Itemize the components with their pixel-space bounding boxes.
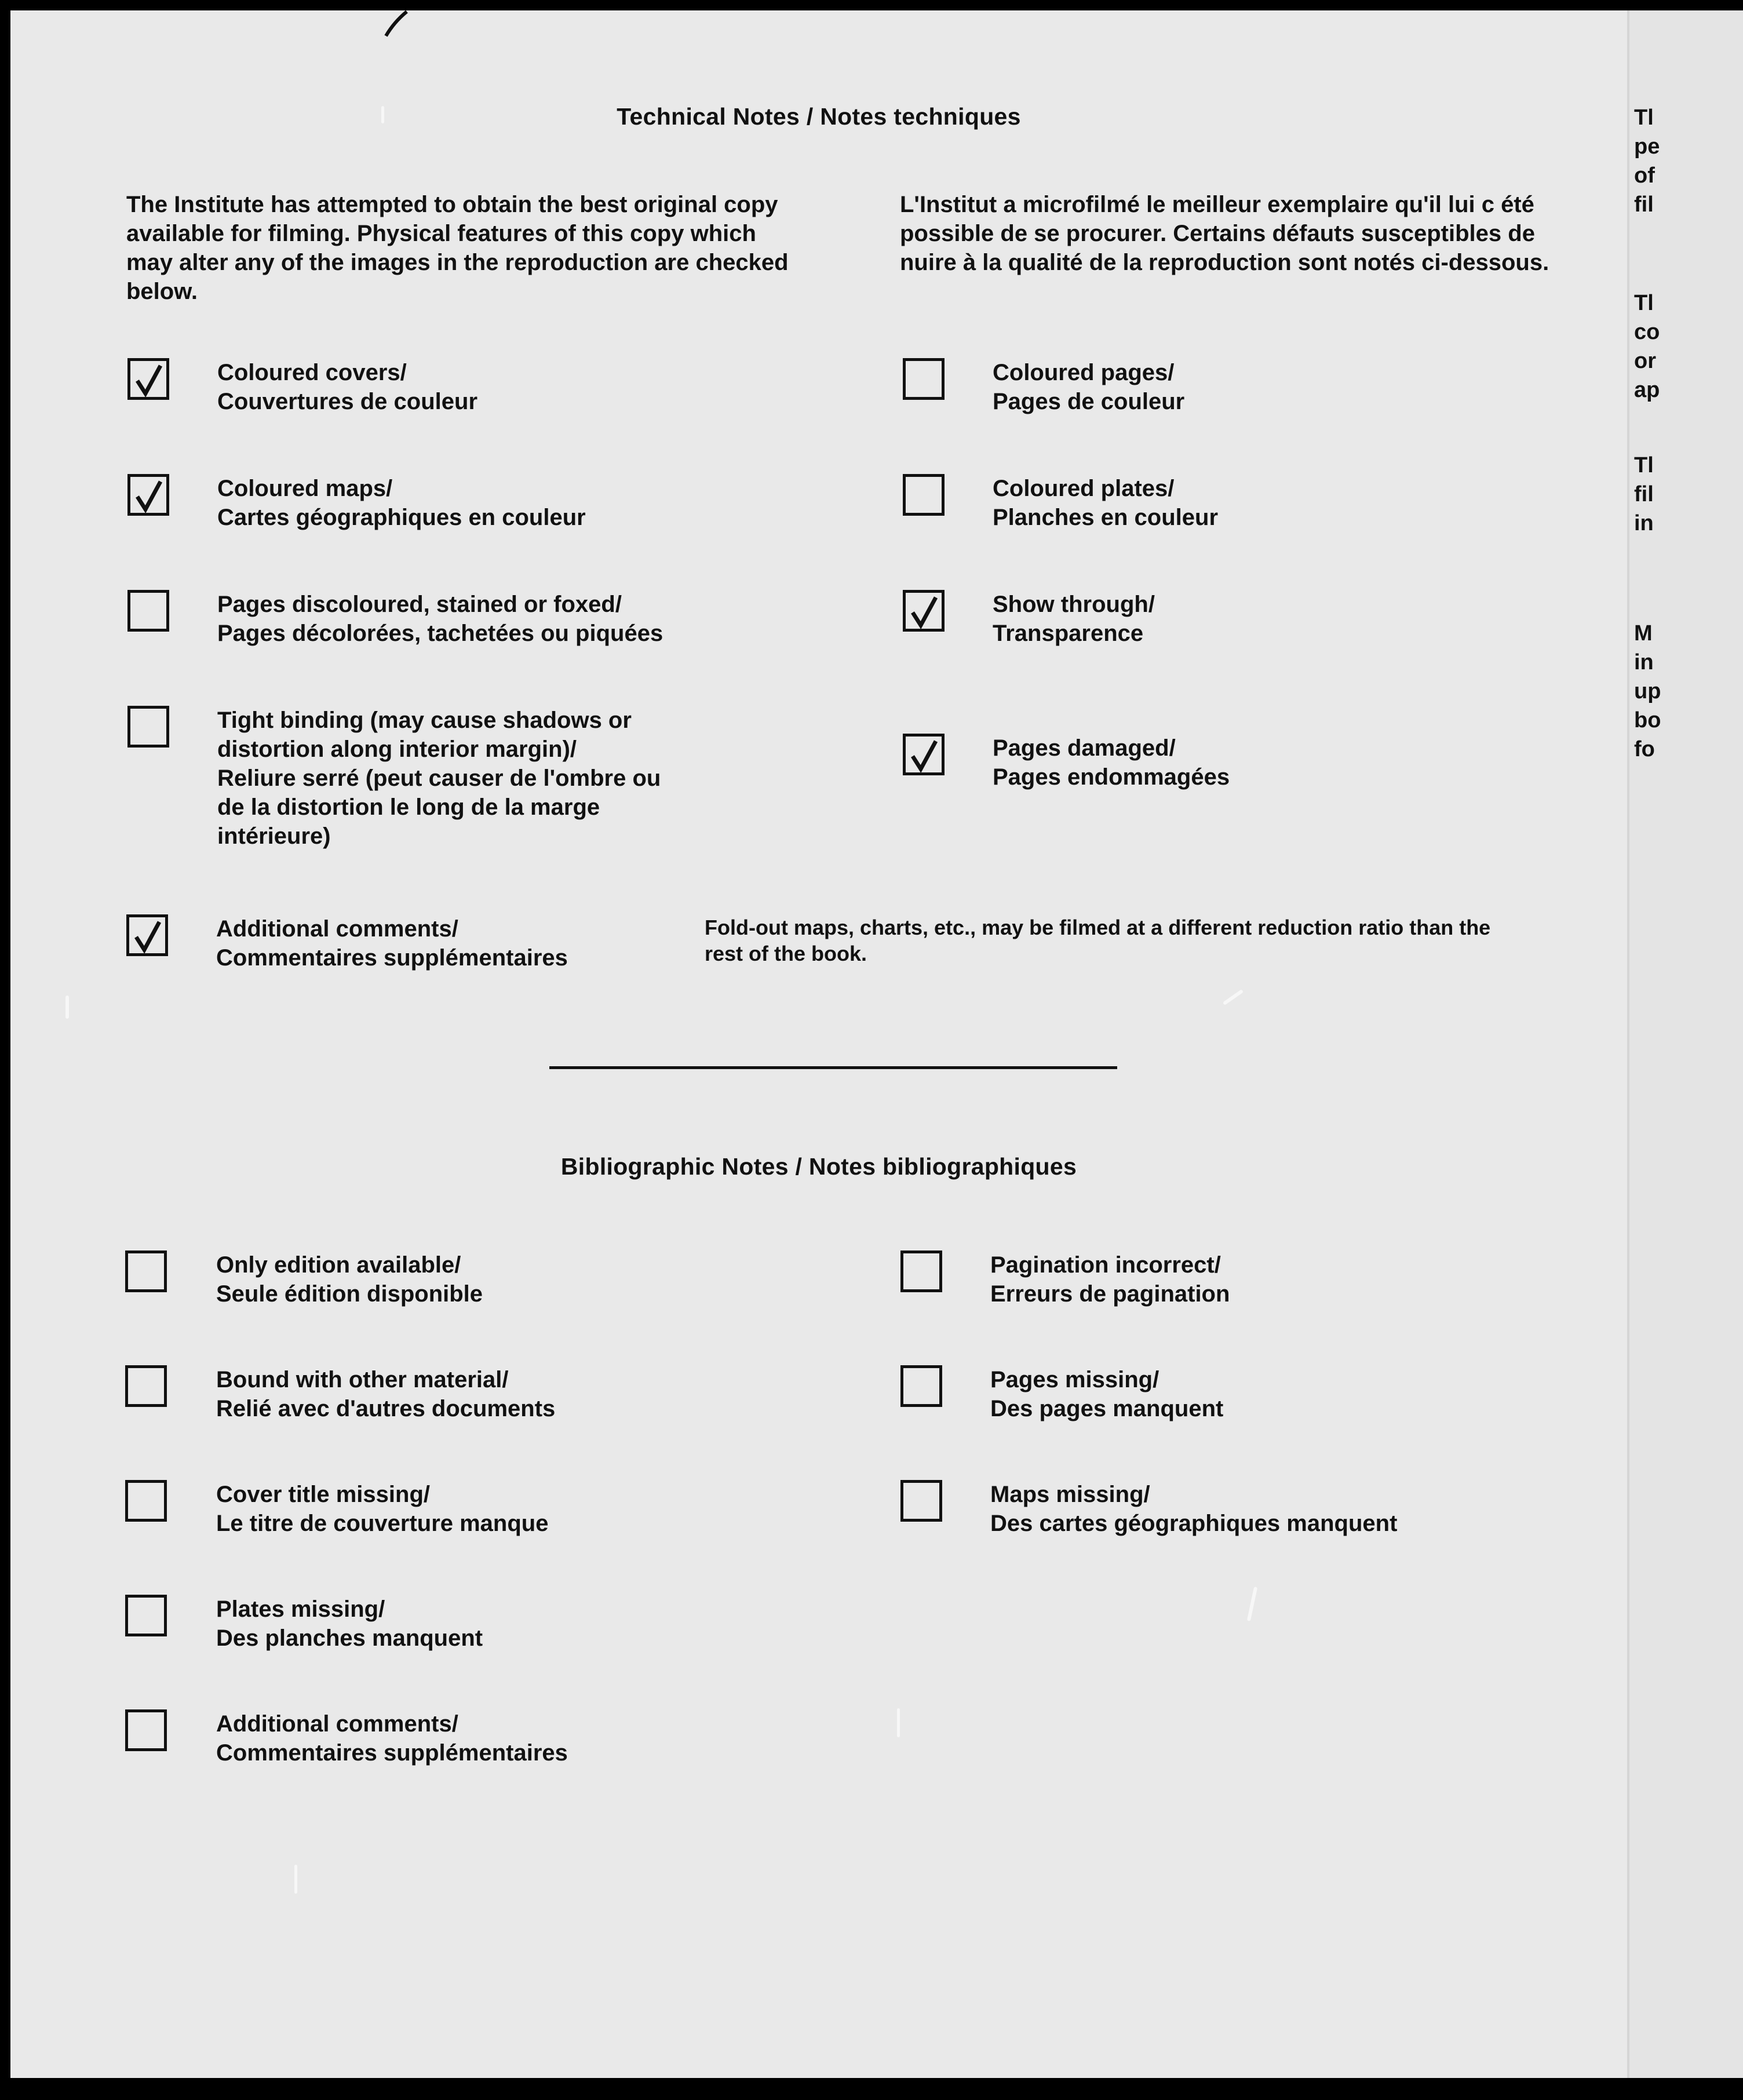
checkmark-icon <box>133 920 164 953</box>
adjacent-page-strip <box>1627 10 1743 2078</box>
dust-speck <box>65 996 69 1019</box>
checkbox[interactable] <box>125 1365 167 1407</box>
item-label: Only edition available/ Seule édition disponible <box>216 1252 483 1307</box>
item-label: Plates missing/ Des planches manquent <box>216 1596 483 1651</box>
checkbox[interactable] <box>900 1365 942 1407</box>
item-label: Cover title missing/ Le titre de couverture manque <box>216 1482 549 1536</box>
item-label: Additional comments/ Commentaires supplémentaires <box>216 916 568 971</box>
intro-french: L'Institut a microfilmé le meilleur exemplaire qu'il lui c été possible de se procurer. Certains défauts susceptibles de nuire à la qualité de la reproduction sont notés ci-dessous. <box>900 192 1549 275</box>
adjacent-page-fragment: Tl pe of fil <box>1634 105 1660 217</box>
item-label: Maps missing/ Des cartes géographiques manquent <box>990 1482 1398 1536</box>
item-label: Pages damaged/ Pages endommagées <box>993 735 1230 790</box>
item-label: Pagination incorrect/ Erreurs de pagination <box>990 1252 1230 1307</box>
bibliographic-notes-heading: Bibliographic Notes / Notes bibliographiques <box>560 1153 1077 1180</box>
checkbox[interactable] <box>125 1595 167 1636</box>
dust-speck <box>294 1865 297 1894</box>
checkbox[interactable] <box>125 1480 167 1522</box>
intro-english: The Institute has attempted to obtain the best original copy available for filming. Physical features of this copy which may alter any of the images in the reproduction are checked below. <box>126 192 789 304</box>
item-label: Coloured plates/ Planches en couleur <box>993 476 1219 530</box>
checkbox[interactable] <box>125 1709 167 1751</box>
adjacent-page-fragment: M in up bo fo <box>1634 621 1661 761</box>
technical-notes-heading: Technical Notes / Notes techniques <box>617 103 1021 130</box>
checkbox[interactable] <box>903 590 945 632</box>
checkbox[interactable] <box>127 358 169 400</box>
checkmark-icon <box>134 479 165 513</box>
pen-mark <box>381 10 416 39</box>
checkbox[interactable] <box>126 914 168 956</box>
item-label: Coloured covers/ Couvertures de couleur <box>217 360 478 414</box>
item-label: Pages discoloured, stained or foxed/ Pages décolorées, tachetées ou piquées <box>217 592 663 646</box>
item-label: Additional comments/ Commentaires supplémentaires <box>216 1711 568 1766</box>
item-label: Coloured pages/ Pages de couleur <box>993 360 1185 414</box>
technical-notes-sheet <box>10 10 1627 2078</box>
checkbox[interactable] <box>900 1480 942 1522</box>
dust-speck <box>381 106 384 123</box>
item-label: Show through/ Transparence <box>993 592 1155 646</box>
item-label: Tight binding (may cause shadows or distortion along interior margin)/ Reliure serré (peut causer de l'ombre ou de la distortion le long de la marge intérieure) <box>217 708 661 849</box>
item-label: Coloured maps/ Cartes géographiques en couleur <box>217 476 586 530</box>
checkbox[interactable] <box>903 474 945 516</box>
checkbox[interactable] <box>127 474 169 516</box>
checkbox[interactable] <box>127 590 169 632</box>
checkbox[interactable] <box>900 1250 942 1292</box>
checkbox[interactable] <box>127 706 169 748</box>
section-divider <box>549 1066 1117 1069</box>
adjacent-page-fragment: Tl co or ap <box>1634 291 1660 402</box>
checkbox[interactable] <box>125 1250 167 1292</box>
checkbox[interactable] <box>903 734 945 775</box>
checkmark-icon <box>909 595 940 629</box>
item-label: Pages missing/ Des pages manquent <box>990 1367 1224 1421</box>
dust-speck <box>897 1708 900 1737</box>
adjacent-page-fragment: Tl fil in <box>1634 453 1654 535</box>
item-label: Bound with other material/ Relié avec d'autres documents <box>216 1367 556 1421</box>
checkmark-icon <box>909 739 940 772</box>
dust-speck <box>1223 989 1244 1005</box>
checkmark-icon <box>134 363 165 397</box>
checkbox[interactable] <box>903 358 945 400</box>
additional-comments-text: Fold-out maps, charts, etc., may be filmed at a different reduction ratio than the rest of the book. <box>705 916 1491 965</box>
dust-speck <box>1247 1587 1257 1621</box>
